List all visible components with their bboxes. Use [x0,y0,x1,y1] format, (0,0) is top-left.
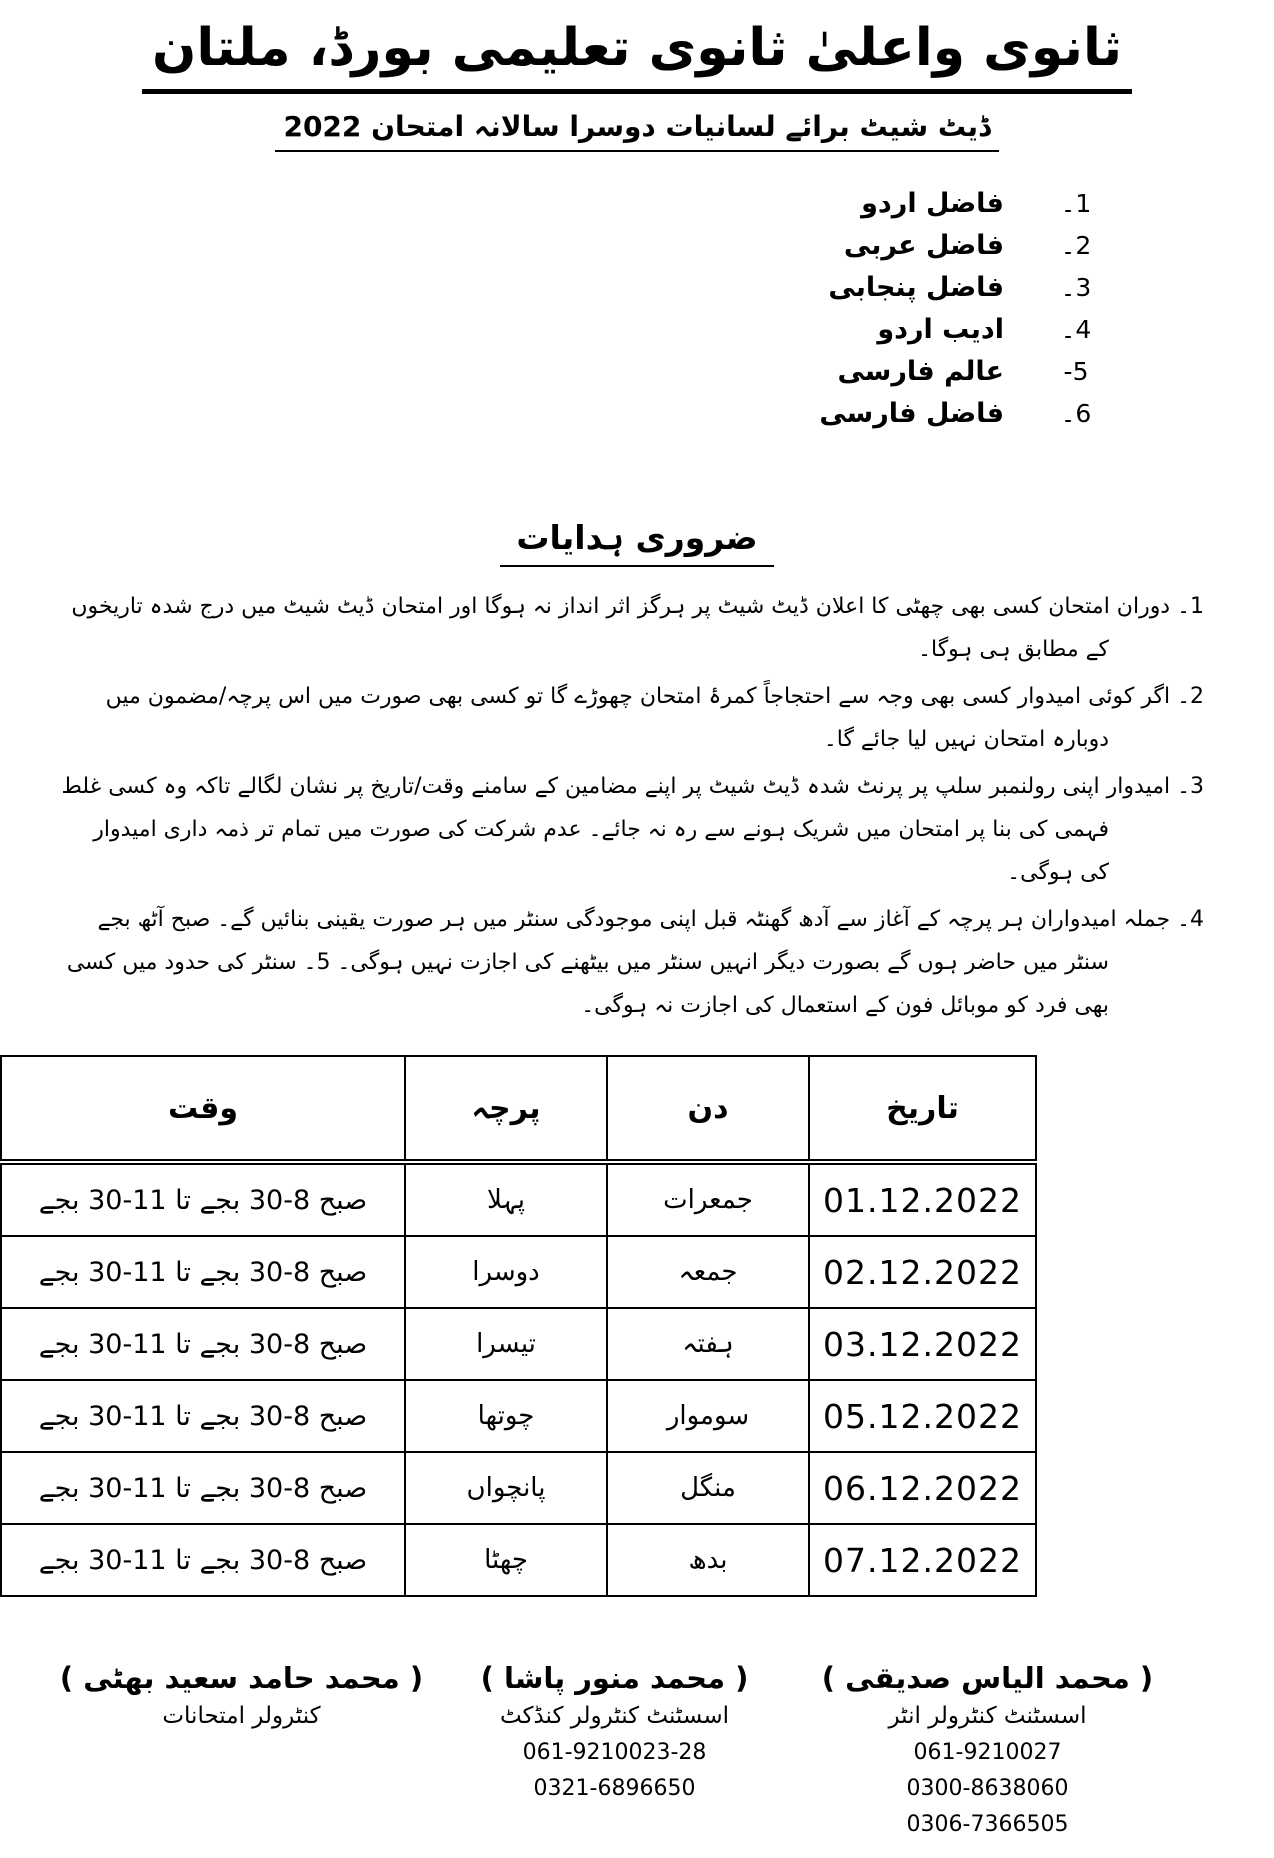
subject-name: عالم فارسی [837,355,1004,387]
exam-paper: پانچواں [405,1452,607,1524]
subject-number: 5- [1063,356,1089,386]
table-row [1,1162,1036,1236]
column-header-day: دن [607,1056,809,1162]
exam-time: صبح 8-30 بجے تا 11-30 بجے [1,1308,405,1380]
subject-number: 1۔ [1060,188,1092,218]
signatory-phone: 061-9210023-28 [522,1740,707,1765]
exam-paper: پہلا [405,1162,607,1236]
exam-date: 01.12.2022 [809,1162,1036,1236]
subject-number: 3۔ [1060,272,1092,302]
subject-number: 2۔ [1060,230,1092,260]
subject-name: فاضل فارسی [819,397,1004,429]
exam-paper: تیسرا [405,1308,607,1380]
exam-time: صبح 8-30 بجے تا 11-30 بجے [1,1524,405,1596]
exam-day: بدھ [607,1524,809,1596]
datesheet-subtitle: ڈیٹ شیٹ برائے لسانیات دوسرا سالانہ امتحان 2022 [275,110,998,152]
table-row [1,1236,1036,1308]
table-row [1,1452,1036,1524]
column-header-time: وقت [1,1056,405,1162]
subject-number: 6۔ [1060,398,1092,428]
exam-date: 06.12.2022 [809,1452,1036,1524]
signatory-phone: 0300-8638060 [906,1776,1069,1801]
instruction-item: 4۔ جملہ امیدواران ہر پرچہ کے آغاز سے آدھ گھنٹہ قبل اپنی موجودگی سنٹر میں ہر صورت یقینی بنائیں گے۔ صبح آٹھ بجے سنٹر میں حاضر ہوں گے بصورت دیگر انہیں سنٹر میں بیٹھنے کی اجازت نہیں ہوگی۔ 5۔ سنٹر کی حدود میں کسی بھی فرد کو موبائل فون کے استعمال کی اجازت نہ ہوگی۔ [66,907,1204,1018]
signatory-name: ( محمد منور پاشا ) [480,1661,749,1695]
instruction-item: 3۔ امیدوار اپنی رولنمبر سلپ پر پرنٹ شدہ ڈیٹ شیٹ پر اپنے مضامین کے سامنے وقت/تاریخ پر نشان لگالے تاکہ وہ کسی غلط فہمی کی بنا پر امتحان میں شریک ہونے سے رہ نہ جائے۔ عدم شرکت کی صورت میں تمام تر ذمہ داری امیدوار کی ہوگی۔ [61,774,1204,885]
exam-day: منگل [607,1452,809,1524]
signatory-title: کنٹرولر امتحانات [162,1703,321,1729]
subject-number: 4۔ [1060,314,1092,344]
exam-time: صبح 8-30 بجے تا 11-30 بجے [1,1452,405,1524]
instructions-heading: ضروری ہدایات [500,518,773,567]
subject-name: فاضل اردو [861,187,1004,219]
exam-paper: چوتھا [405,1380,607,1452]
table-row [1,1524,1036,1596]
exam-time: صبح 8-30 بجے تا 11-30 بجے [1,1236,405,1308]
subject-list [0,182,1102,434]
signatory-assistant-controller-conduct [428,1661,801,1837]
exam-time: صبح 8-30 بجے تا 11-30 بجے [1,1162,405,1236]
signatory-name: ( محمد حامد سعید بھٹی ) [59,1661,424,1695]
subject-item [0,182,1102,224]
exam-timetable [0,1055,1037,1597]
subtitle-wrap [0,110,1274,152]
subject-item [0,224,1102,266]
signatory-controller-examinations [55,1661,428,1837]
exam-paper: چھٹا [405,1524,607,1596]
table-row [1,1380,1036,1452]
signature-section [55,1661,1174,1837]
header [0,0,1274,94]
subject-item [0,350,1102,392]
subject-item [0,308,1102,350]
signatory-phone: 0306-7366505 [906,1812,1069,1837]
instructions-list [58,585,1204,1027]
subject-item [0,392,1102,434]
subject-name: ادیب اردو [877,313,1004,345]
exam-day: جمعہ [607,1236,809,1308]
table-header-row [1,1056,1036,1162]
instruction-item: 2۔ اگر کوئی امیدوار کسی بھی وجہ سے احتجاجاً کمرۂ امتحان چھوڑے گا تو کسی بھی صورت میں اس پرچہ/مضمون میں دوبارہ امتحان نہیں لیا جائے گا۔ [105,684,1204,752]
exam-date: 05.12.2022 [809,1380,1036,1452]
board-title: ثانوی واعلیٰ ثانوی تعلیمی بورڈ، ملتان [142,16,1132,94]
exam-day: سوموار [607,1380,809,1452]
signatory-phone: 061-9210027 [913,1740,1062,1765]
signatory-name: ( محمد الیاس صدیقی ) [821,1661,1154,1695]
instruction-item: 1۔ دوران امتحان کسی بھی چھٹی کا اعلان ڈیٹ شیٹ پر ہرگز اثر انداز نہ ہوگا اور امتحان ڈیٹ شیٹ میں درج شدہ تاریخوں کے مطابق ہی ہوگا۔ [71,594,1204,662]
exam-date: 07.12.2022 [809,1524,1036,1596]
column-header-paper: پرچہ [405,1056,607,1162]
subject-item [0,266,1102,308]
signatory-phone: 0321-6896650 [533,1776,696,1801]
exam-date: 03.12.2022 [809,1308,1036,1380]
signatory-assistant-controller-inter [801,1661,1174,1837]
subject-name: فاضل عربی [843,229,1004,261]
exam-paper: دوسرا [405,1236,607,1308]
signatory-title: اسسٹنٹ کنٹرولر کنڈکٹ [499,1703,730,1729]
table-row [1,1308,1036,1380]
exam-time: صبح 8-30 بجے تا 11-30 بجے [1,1380,405,1452]
exam-day: ہفتہ [607,1308,809,1380]
subject-name: فاضل پنجابی [828,271,1004,303]
instructions-heading-wrap [0,518,1274,567]
signatory-title: اسسٹنٹ کنٹرولر انٹر [888,1703,1087,1729]
exam-day: جمعرات [607,1162,809,1236]
column-header-date: تاریخ [809,1056,1036,1162]
exam-date: 02.12.2022 [809,1236,1036,1308]
